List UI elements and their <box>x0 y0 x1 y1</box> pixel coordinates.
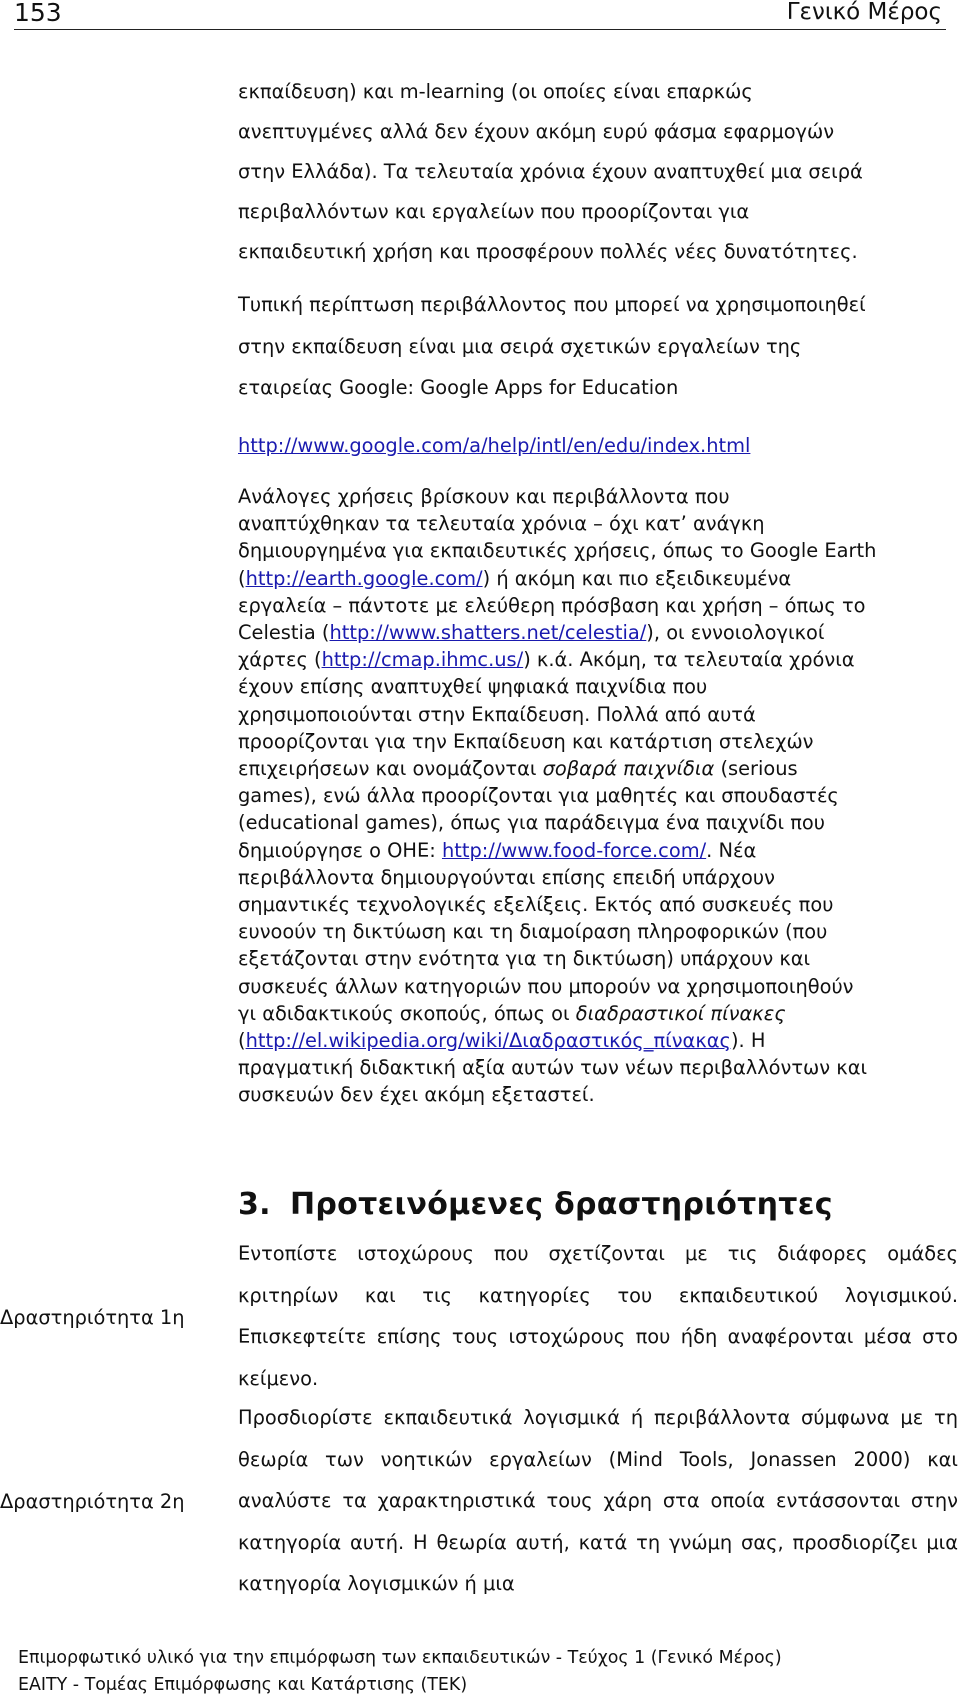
text-line: Celestia (http://www.shatters.net/celestia/), οι εννοιολογικοί <box>238 621 825 645</box>
text-line: συσκευές άλλων κατηγοριών που μπορούν να χρησιμοποιηθούν <box>238 974 854 998</box>
text-line: Ανάλογες χρήσεις βρίσκουν και περιβάλλοντα που <box>238 485 730 508</box>
cmap-link[interactable]: http://cmap.ihmc.us/ <box>321 648 524 672</box>
sidebar-activity-2: Δραστηριότητα 2η <box>0 1490 185 1513</box>
text-line: προορίζονται για την Εκπαίδευση και κατάρτιση στελεχών <box>238 729 814 753</box>
section-heading-title: Προτεινόμενες δραστηριότητες <box>290 1187 833 1222</box>
food-force-link[interactable]: http://www.food-force.com/ <box>441 838 707 862</box>
text-line: στην Ελλάδα). Τα τελευταία χρόνια έχουν αναπτυχθεί μια σειρά <box>238 160 863 183</box>
text-line: γι αδιδακτικούς σκοπούς, όπως οι διαδραστικοί πίνακες <box>238 1001 786 1025</box>
emphasis-interactive-boards: διαδραστικοί πίνακες <box>575 1001 786 1025</box>
text-line: εταιρείας Google: Google Apps for Education <box>238 376 679 399</box>
text-line: Τυπική περίπτωση περιβάλλοντος που μπορεί να χρησιμοποιηθεί <box>238 293 866 316</box>
text-line: εκπαίδευση) και m-learning (οι οποίες είναι επαρκώς <box>238 80 753 103</box>
emphasis-serious-games: σοβαρά παιχνίδια <box>542 757 715 781</box>
google-earth-link[interactable]: http://earth.google.com/ <box>245 566 483 590</box>
text-line: δημιουργημένα για εκπαιδευτικές χρήσεις, όπως το Google Earth <box>238 539 877 563</box>
text-line: ανεπτυγμένες αλλά δεν έχουν ακόμη ευρύ φάσμα εφαρμογών <box>238 120 835 143</box>
sidebar-activity-1: Δραστηριότητα 1η <box>0 1306 185 1329</box>
page-header <box>14 0 946 30</box>
text-line: (educational games), όπως για παράδειγμα ένα παιχνίδι που <box>238 811 825 835</box>
text-line: εξετάζονται στην ενότητα για τη δικτύωση) υπάρχουν και <box>238 947 811 971</box>
text-line: δημιούργησε ο ΟΗΕ: http://www.food-force.com/. Νέα <box>238 838 757 862</box>
celestia-link[interactable]: http://www.shatters.net/celestia/ <box>329 621 647 645</box>
page-number: 153 <box>14 0 62 27</box>
paragraph-intro <box>238 72 960 272</box>
text-line: συσκευών δεν έχει ακόμη εξεταστεί. <box>238 1083 595 1107</box>
text-line: χρησιμοποιούνται στην Εκπαίδευση. Πολλά από αυτά <box>238 702 756 726</box>
text-line: αναπτύχθηκαν τα τελευταία χρόνια – όχι κατ’ ανάγκη <box>238 512 765 536</box>
text-line: (http://el.wikipedia.org/wiki/Διαδραστικός_πίνακας). Η <box>238 1029 766 1053</box>
paragraph-google-apps <box>238 284 960 409</box>
text-line: εργαλεία – πάντοτε με ελεύθερη πρόσβαση και χρήση – όπως το <box>238 593 866 617</box>
footer-line-1: Επιμορφωτικό υλικό για την επιμόρφωση των εκπαιδευτικών - Τεύχος 1 (Γενικό Μέρος) <box>18 1648 782 1668</box>
text-line: games), ενώ άλλα προορίζονται για μαθητές και σπουδαστές <box>238 784 839 808</box>
text-line: έχουν επίσης αναπτυχθεί ψηφιακά παιχνίδια που <box>238 675 708 699</box>
text-line: περιβάλλοντα δημιουργούνται επίσης επειδή υπάρχουν <box>238 865 775 889</box>
section-number: 3. <box>238 1187 271 1222</box>
text-line: εκπαιδευτική χρήση και προσφέρουν πολλές νέες δυνατότητες. <box>238 240 858 263</box>
text-line: ευνοούν τη δικτύωση και τη διαμοίραση πληροφορικών (που <box>238 920 828 944</box>
footer-line-2: ΕΑΙΤΥ - Τομέας Επιμόρφωσης και Κατάρτισης (ΤΕΚ) <box>18 1675 468 1695</box>
paragraph-environments <box>238 483 960 1109</box>
text-line: στην εκπαίδευση είναι μια σειρά σχετικών εργαλείων της <box>238 334 802 358</box>
activity-2-text: Προσδιορίστε εκπαιδευτικά λογισμικά ή περιβάλλοντα σύμφωνα με τη θεωρία των νοητικών εργαλείων (Mind Tools, Jonassen 2000) και αναλύστε τα χαρακτηριστικά τους χάρη στα οποία εντάσσονται στην κατηγορία αυτή. Η θεωρία αυτή, κατά τη γνώμη σας, προσδιορίζει μια κατηγορία λογισμικών ή μια <box>238 1406 958 1595</box>
paragraph-google-link <box>238 425 960 467</box>
text-line: πραγματική διδακτική αξία αυτών των νέων περιβαλλόντων και <box>238 1056 868 1080</box>
text-line: σημαντικές τεχνολογικές εξελίξεις. Εκτός από συσκευές που <box>238 893 834 917</box>
wikipedia-link[interactable]: http://el.wikipedia.org/wiki/Διαδραστικός_πίνακας <box>245 1029 731 1053</box>
text-line: χάρτες (http://cmap.ihmc.us/) κ.ά. Ακόμη, τα τελευταία χρόνια <box>238 648 855 672</box>
activity-1-text: Εντοπίστε ιστοχώρους που σχετίζονται με τις διάφορες ομάδες κριτηρίων και τις κατηγορίες του εκπαιδευτικού λογισμικού. Επισκεφτείτε επίσης τους ιστοχώρους που ήδη αναφέρονται μέσα στο κείμενο. <box>238 1242 958 1390</box>
text-line: (http://earth.google.com/) ή ακόμη και πιο εξειδικευμένα <box>238 566 792 590</box>
text-line: περιβαλλόντων και εργαλείων που προορίζονται για <box>238 200 750 223</box>
section-title: Γενικό Μέρος <box>786 0 942 25</box>
google-apps-link[interactable]: http://www.google.com/a/help/intl/en/edu/index.html <box>238 434 751 457</box>
section-heading <box>238 1187 833 1222</box>
text-line: επιχειρήσεων και ονομάζονται σοβαρά παιχνίδια (serious <box>238 757 798 781</box>
